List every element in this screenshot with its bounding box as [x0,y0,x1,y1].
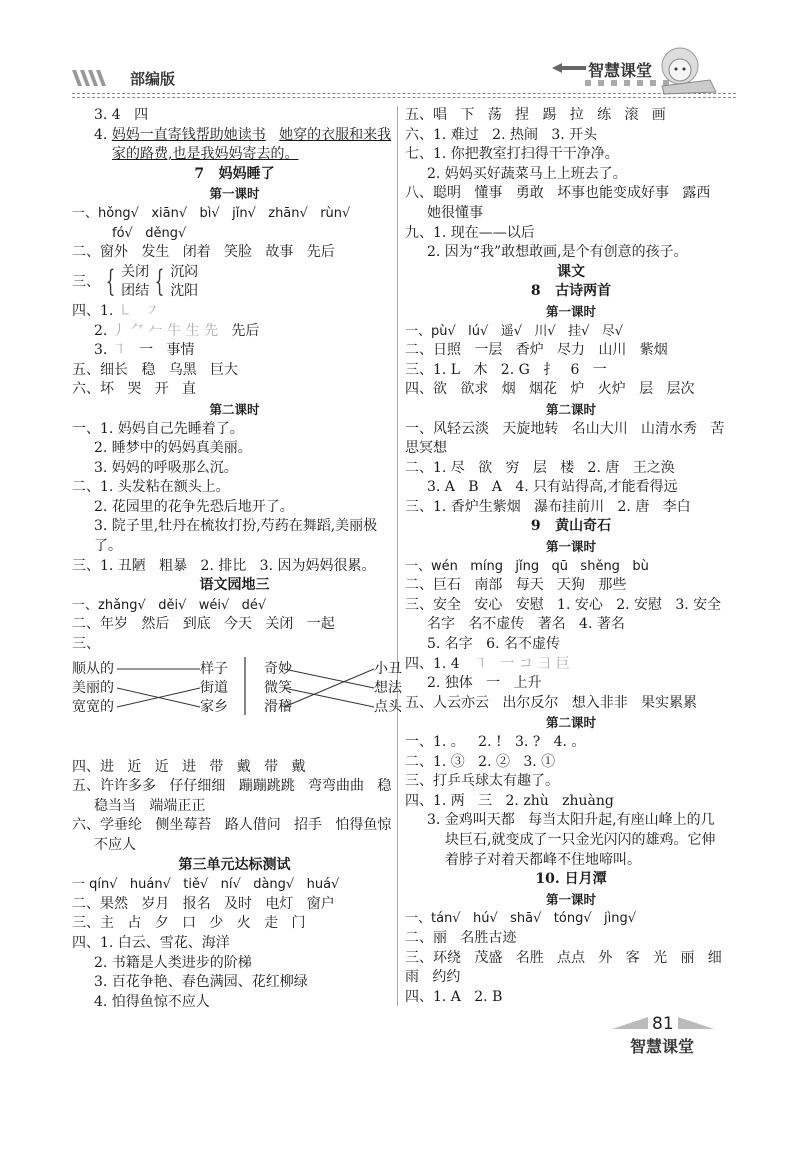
answer-text: 家的路费,也是我妈妈寄去的。 [112,146,299,163]
match-right-word: 滑稽 [264,698,292,715]
answer-line: 2. 书籍是人类进步的阶梯 [94,954,252,971]
word: 沉闷 [170,264,199,281]
right-column [405,106,737,1007]
match-left-word: 宽宽的 [72,698,114,715]
lesson-subtitle: 第二课时 [545,401,596,417]
answer-line: 3. A B A 4. 只有站得高,才能看得远 [427,479,678,496]
answer-line [72,341,397,361]
answer-line: 3. 4 四 [94,107,149,123]
section-title: 9 黄山奇石 [530,518,612,535]
answer-line: 八、聪明 懂事 勇敢 坏事也能变成好事 露西 [405,185,711,202]
answer-line: 三、打乒乓球太有趣了。 [405,773,559,790]
answer-line: 一、1. 妈妈自己先睡着了。 [72,420,244,437]
answer-line: 二、1. ③ 2. ② 3. ① [405,753,556,770]
word-group [170,263,198,301]
lesson-subtitle: 第二课时 [545,715,596,731]
match-left-word: 美丽的 [72,679,114,696]
arrow-icon [552,63,586,73]
lesson-subtitle: 第一课时 [545,539,596,555]
answer-line: 二、年岁 然后 到底 今天 关闭 一起 [72,616,335,633]
answer-line: 4. 怕得鱼惊不应人 [94,993,210,1010]
answer-text: 3. [94,342,112,359]
left-column [72,106,402,1012]
lesson-subtitle: 第二课时 [209,401,260,417]
answer-line [405,655,737,675]
match-right-target: 想法 [374,679,402,696]
lesson-subtitle: 第一课时 [545,891,596,907]
section-title: 7 妈妈睡了 [194,165,275,182]
section-title: 10. 日月潭 [535,871,607,888]
answer-line: 二、果然 岁月 报名 及时 电灯 窗户 [72,895,335,912]
answer-line: 3. 金鸡叫天都 每当太阳升起,有座山峰上的几 [427,812,715,829]
answer-line: 二、日照 一层 香炉 尽力 山川 紫烟 [405,342,668,359]
answer-line: 稳当当 端端正正 [94,797,206,814]
match-left-word: 顺从的 [72,660,114,677]
answer-line: 一、tán√ hú√ shā√ tóng√ jìng√ [405,911,637,927]
section-title: 8 古诗两首 [530,283,612,300]
match-right-word: 微笑 [264,679,292,696]
matching-lines [72,655,402,758]
page-number: 81 [652,1014,674,1034]
answer-line: 一、风轻云淡 天旋地转 名山大川 山清水秀 苦 [405,420,725,437]
answer-line: 六、学垂纶 侧坐莓苔 路人借问 招手 怕得鱼惊 [72,817,392,834]
match-left-target: 家乡 [200,698,228,715]
answer-line: 不应人 [94,837,136,853]
answer-line: 二、窗外 发生 闭着 笑脸 故事 先后 [72,244,335,261]
answer-line: 三、1. L 木 2. G 扌 6 一 [405,361,607,378]
match-right-target: 小丑 [374,660,402,677]
answer-line: 三、 [72,636,100,653]
answer-line: 三、环绕 茂盛 名胜 点点 外 客 光 丽 细 [405,949,722,966]
word-matching-exercise [72,655,402,758]
answer-line: 二、丽 名胜古迹 [405,929,517,946]
answer-line: 六、1. 难过 2. 热闹 3. 开头 [405,126,598,143]
footer-brand: 智慧课堂 [630,1037,695,1056]
answer-line [72,302,397,322]
answer-text: 四、1. [72,302,118,319]
answer-line [72,145,397,165]
footer-triangle-left [612,1017,648,1029]
answer-text: 妈妈一直寄钱帮助她读书 [111,126,266,143]
answer-line: 四、欲 欲求 烟 烟花 炉 火炉 层 层次 [405,381,695,398]
brace-icon: { [105,264,116,300]
answer-line: 一、pù√ lú√ 遥√ 川√ 挂√ 尽√ [405,323,624,339]
answer-line: 2. 睡梦中的妈妈真美丽。 [94,440,252,457]
section-title: 语文园地三 [199,577,270,594]
answer-line: 五、许许多多 仔仔细细 蹦蹦跳跳 弯弯曲曲 稳 [72,778,392,795]
answer-line: 雨 约约 [405,969,461,986]
answer-text [266,127,279,143]
answer-line: 了。 [94,538,122,555]
answer-text: 四、1. 4 [405,655,474,672]
right-section [405,106,737,1007]
answer-line [72,126,397,146]
answer-line: 一、hǒng√ xiān√ bì√ jǐn√ zhān√ rùn√ [72,205,351,221]
answer-line: 3. 妈妈的呼吸那么沉。 [94,459,238,476]
answer-line: 3. 院子里,牡丹在梳妆打扮,芍药在舞蹈,美丽极 [94,518,378,535]
word-group [121,263,149,301]
word: 沈阳 [170,283,199,300]
answer-line: 名字 名不虚传 著名 4. 著名 [427,616,625,633]
answer-line: fó√ děng√ [112,225,187,241]
lesson-subtitle: 第一课时 [545,303,596,319]
answer-line: 2. 因为“我”敢想敢画,是个有创意的孩子。 [427,244,688,261]
answer-line: 二、1. 尽 欲 穷 层 楼 2. 唐 王之涣 [405,459,675,476]
answer-line: 三、1. 丑陋 粗暴 2. 排比 3. 因为妈妈很累。 [72,557,376,574]
answer-line: 5. 名字 6. 名不虚传 [427,636,560,653]
answer-line: 她很懂事 [427,204,483,221]
answer-line: 着脖子对着天都峰不住地啼叫。 [445,851,641,868]
answer-text: 一 事情 [125,342,195,359]
stroke-order-text: ㇕ 一 コ 彐 巨 [473,655,570,672]
header-divider [72,93,736,98]
answer-line: 四、进 近 近 进 带 戴 带 戴 [72,758,306,775]
answer-line: 2. 花园里的花争先恐后地开了。 [94,498,294,515]
answer-line: 块巨石,就变成了一只金光闪闪的雄鸡。它伸 [445,831,716,848]
brand-title: 智慧课堂 [588,61,653,80]
match-left-target: 街道 [200,679,228,696]
match-left-target: 样子 [200,660,228,677]
stroke-order-text: ㇕ [111,342,126,359]
answer-line: 五、唱 下 荡 捏 踢 拉 练 滚 画 [405,107,666,123]
word: 关闭 [121,264,150,281]
answer-line: 三、1. 香炉生紫烟 瀑布挂前川 2. 唐 李白 [405,498,691,515]
answer-line: 三、主 占 夕 口 少 火 走 门 [72,915,306,932]
section-title: 课文 [557,263,585,280]
answer-text: 4. [94,126,112,143]
section-title: 第三单元达标测试 [178,856,291,873]
answer-prefix: 三、 [72,273,100,290]
answer-line: 二、巨石 南部 每天 天狗 那些 [405,577,627,594]
answer-line [72,322,397,342]
answer-text: 2. [94,322,112,339]
word: 团结 [121,283,150,300]
left-top-section [72,106,397,655]
answer-line: 2. 妈妈买好蔬菜马上上班去了。 [427,165,627,182]
answer-line: 四、1. A 2. B [405,988,503,1005]
match-right-target: 点头 [374,698,402,715]
answer-line: 一 qín√ huán√ tiě√ ní√ dàng√ huá√ [72,877,340,893]
answer-line: 九、1. 现在——以后 [405,224,535,241]
answer-line: 七、1. 你把教室打扫得干干净净。 [405,146,619,163]
answer-line: 一、1. 。 2. ! 3. ? 4. 。 [405,734,586,750]
left-bottom-section [72,758,397,1013]
column-divider [397,106,398,1006]
answer-line: 四、1. 白云、雪花、海洋 [72,934,230,951]
match-right-word: 奇妙 [264,660,292,677]
answer-line: 六、坏 哭 开 直 [72,381,197,398]
lesson-subtitle: 第一课时 [209,186,260,202]
answer-line: 五、细长 稳 乌黑 巨大 [72,361,239,378]
brace-answer-line [72,263,397,302]
answer-line: 一、zhǎng√ děi√ wéi√ dé√ [72,597,267,613]
answer-line: 二、1. 头发粘在额头上。 [72,479,230,496]
answer-line: 思冥想 [405,440,447,457]
answer-line: 四、1. 两 三 2. zhù zhuàng [405,792,614,809]
answer-line: 五、人云亦云 出尔反尔 想入非非 果实累累 [405,694,698,711]
answer-line: 3. 百花争艳、春色满园、花红柳绿 [94,974,308,991]
edition-label: 部编版 [130,70,176,88]
answer-line: 一、wén míng jǐng qū shěng bù [405,558,649,574]
answer-line: 2. 独体 一 上升 [427,675,542,692]
brace-icon: { [154,264,165,300]
mascot-girl-icon [650,46,722,96]
header-stripes-decoration [72,70,112,86]
footer-triangle-right [678,1017,714,1029]
answer-line: 三、安全 安心 安慰 1. 安心 2. 安慰 3. 安全 [405,596,722,613]
stroke-order-text: 丿 ⺈ 𠂉 牛 生 先 [111,322,219,339]
stroke-order-text: ㇄ ㇇ [117,302,160,319]
answer-text: 她穿的衣服和来我 [279,126,392,143]
answer-text: 先后 [218,322,260,339]
